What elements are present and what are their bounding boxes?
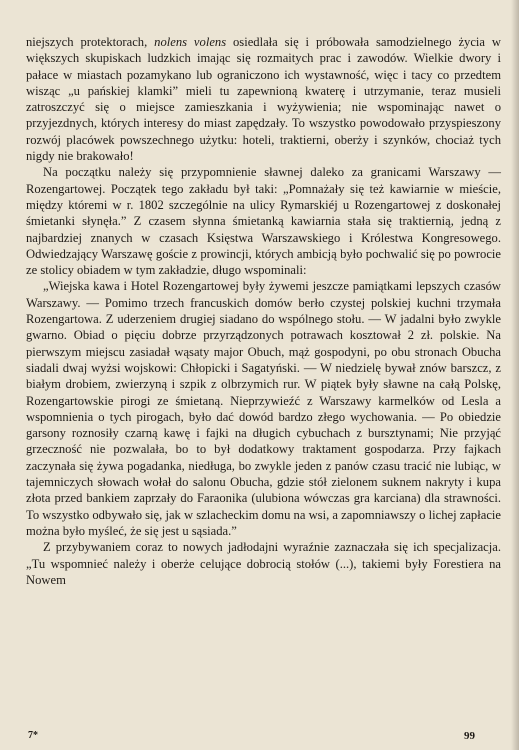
- signature-mark: 7*: [28, 730, 38, 741]
- paragraph: Z przybywaniem coraz to nowych jadłodajni wyraźnie zaznaczała się ich specjalizacja. „Tu wspomnieć należy i oberże celujące dobrocią stołów (...), takiemi były Forestiera na Nowem: [26, 540, 501, 587]
- paragraph: Na początku należy się przypomnienie sławnej daleko za granicami Warszawy — Rozengartowej. Początek tego zakładu był taki: „Pomnażały się też kawiarnie w mieście, między któremi w r. 1802 szczególnie na ulicy Rymarskiéj u Rozengartowej z doskonałej śmietanki słynęła.” Z czasem słynna śmietanką kawiarnia stała się traktiernią, jedną z najbardziej znanych w czasach Księstwa Warszawskiego i Królestwa Kongresowego. Odwiedzający Warszawę goście z prowincji, których ambicją było pochwalić się po powrocie ze stolicy obiadem w tym zakładzie, długo wspominali:: [26, 165, 501, 278]
- latin-phrase: nolens volens: [154, 35, 227, 49]
- quoted-paragraph: „Wiejska kawa i Hotel Rozengartowej były żywemi jeszcze pamiątkami lepszych czasów Warszawy. — Pomimo trzech francuskich domów berło czystej polskiej kuchni trzymała Rozengartowa. Z uderzeniem drugiej siadano do wspólnego stołu. — W jadalni było zwykle gwarno. Obiad o pięciu dobrze przyrządzonych potrawach kosztował 2 zł. polskie. Na pierwszym miejscu zasiadał wąsaty major Obuch, mąż gospodyni, po obu stronach Obucha siadali dwaj wyżsi wojskowi: Chłopicki i Sagatyński. — W niedzielę bywał znów barszcz, z białym drobiem, zwierzyną i szpik z olbrzymich rur. W piątek były sławne na całą Polskę, Rozengartowskie pirogi ze śmietaną. Nieprzywieźć z Warszawy karmelków od Lesla a wspomnienia o tych pirogach, było dać dowód bardzo złego wychowania. — Po obiedzie garsony roznosiły czarną kawę i fajki na długich cybuchach z bursztynami; Nie przyjąć grzeczność nie pozwalała, bo to był dodatkowy traktament gospodarza. Przy fajkach zaczynała się żywa pogadanka, niedługa, bo zwykle jeden z panów czasu tracić nie lubiąc, w tajemniczych słowach wołał do salonu Obucha, gdzie stół zielonem suknem nakryty i kupa złota przed bankiem zaprzały do Faraonika (ulubiona wówczas gra karciana) dla strawności. To wszystko odbywało się, jak w szlacheckim domu na wsi, a zapomniawszy o lichej zapłacie można było myśleć, że się jest u sąsiada.”: [26, 279, 501, 538]
- page-body: [26, 34, 501, 588]
- page-number: 99: [464, 730, 475, 742]
- paragraph: niejszych protektorach, nolens volens osiedlała się i próbowała samodzielnego życia w większych skupiskach ludzkich imając się rozmaitych prac i zawodów. Wielkie dwory i pałace w miastach pozamykano lub ograniczono ich wystawność, więc i tacy co przedtem wisząc „u pańskiej klamki” mieli tu zapewnioną kwaterę i utrzymanie, teraz musieli zatroszczyć się o miejsce zamieszkania i wyżywienia; nie wspominając nawet o przyjezdnych, których interesy do miast zapędzały. To wszystko powodowało przyspieszony rozwój placówek powszechnego użytku: hoteli, traktierni, oberży i szynków, chociaż tych nigdy nie brakowało!: [26, 35, 501, 164]
- page-edge-shadow: [511, 0, 519, 750]
